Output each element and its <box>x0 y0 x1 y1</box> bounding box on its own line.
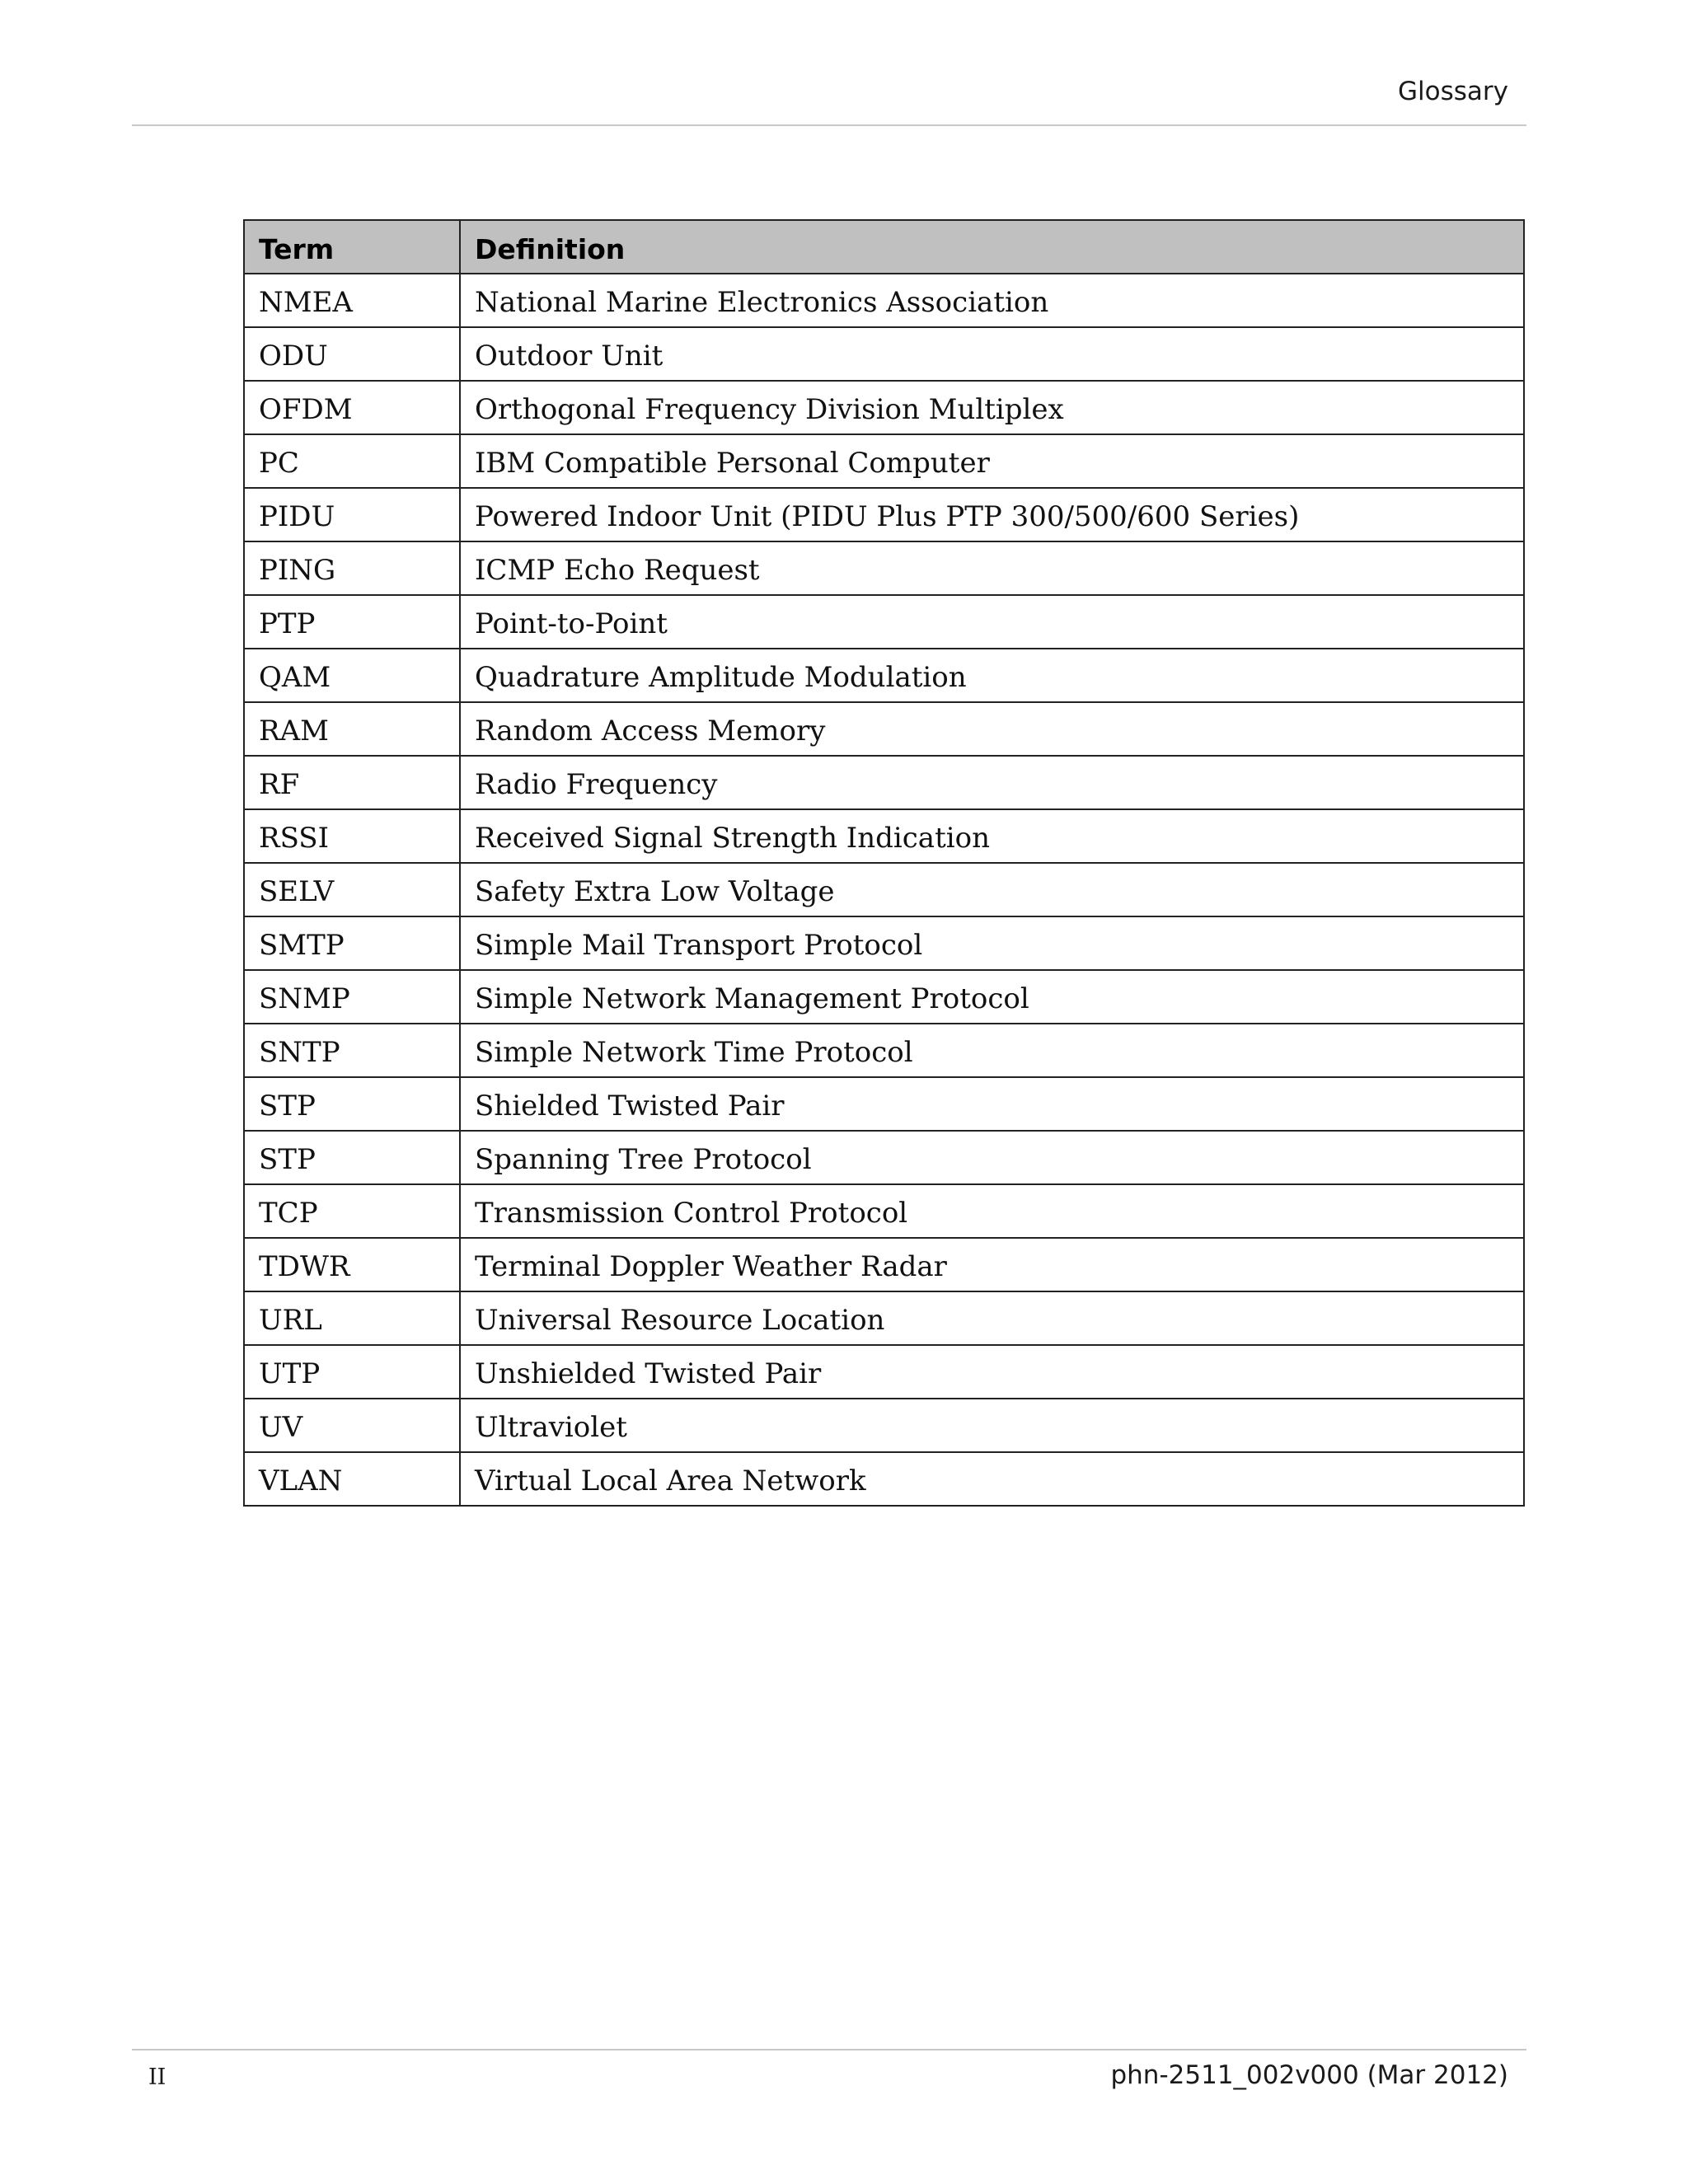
definition-cell: National Marine Electronics Association <box>460 274 1524 327</box>
term-cell: STP <box>244 1077 460 1131</box>
definition-cell: Terminal Doppler Weather Radar <box>460 1238 1524 1291</box>
table-row <box>244 809 1524 863</box>
definition-cell: Simple Network Time Protocol <box>460 1024 1524 1077</box>
definition-cell: Spanning Tree Protocol <box>460 1131 1524 1184</box>
term-cell: QAM <box>244 649 460 702</box>
definition-cell: Quadrature Amplitude Modulation <box>460 649 1524 702</box>
footer-divider <box>132 2049 1526 2050</box>
definition-cell: Orthogonal Frequency Division Multiplex <box>460 381 1524 434</box>
term-cell: RAM <box>244 702 460 756</box>
term-cell: PING <box>244 541 460 595</box>
glossary-table <box>243 219 1525 1507</box>
definition-cell: Virtual Local Area Network <box>460 1452 1524 1506</box>
term-cell: PIDU <box>244 488 460 541</box>
definition-cell: Safety Extra Low Voltage <box>460 863 1524 916</box>
table-row <box>244 702 1524 756</box>
definition-cell: Point-to-Point <box>460 595 1524 649</box>
table-row <box>244 327 1524 381</box>
term-cell: STP <box>244 1131 460 1184</box>
term-cell: SNMP <box>244 970 460 1024</box>
table-row <box>244 1291 1524 1345</box>
table-header-row <box>244 220 1524 274</box>
term-cell: NMEA <box>244 274 460 327</box>
table-row <box>244 916 1524 970</box>
page-number: II <box>148 2064 166 2090</box>
table-row <box>244 756 1524 809</box>
term-cell: UTP <box>244 1345 460 1399</box>
table-row <box>244 1184 1524 1238</box>
definition-cell: Radio Frequency <box>460 756 1524 809</box>
table-row <box>244 595 1524 649</box>
term-cell: URL <box>244 1291 460 1345</box>
table-row <box>244 274 1524 327</box>
document-id: phn-2511_002v000 (Mar 2012) <box>1110 2060 1508 2090</box>
table-row <box>244 649 1524 702</box>
table-row <box>244 970 1524 1024</box>
definition-cell: IBM Compatible Personal Computer <box>460 434 1524 488</box>
table-row <box>244 1399 1524 1452</box>
term-cell: ODU <box>244 327 460 381</box>
definition-cell: Ultraviolet <box>460 1399 1524 1452</box>
definition-cell: ICMP Echo Request <box>460 541 1524 595</box>
table-row <box>244 488 1524 541</box>
definition-cell: Random Access Memory <box>460 702 1524 756</box>
definition-cell: Universal Resource Location <box>460 1291 1524 1345</box>
term-cell: PTP <box>244 595 460 649</box>
term-cell: RF <box>244 756 460 809</box>
term-cell: UV <box>244 1399 460 1452</box>
column-header-term: Term <box>244 220 460 274</box>
page-header-title: Glossary <box>1398 77 1508 106</box>
table-row <box>244 863 1524 916</box>
definition-cell: Simple Network Management Protocol <box>460 970 1524 1024</box>
term-cell: OFDM <box>244 381 460 434</box>
header-divider <box>132 124 1526 126</box>
table-row <box>244 1452 1524 1506</box>
glossary-table-body <box>244 274 1524 1506</box>
definition-cell: Unshielded Twisted Pair <box>460 1345 1524 1399</box>
term-cell: SELV <box>244 863 460 916</box>
term-cell: VLAN <box>244 1452 460 1506</box>
table-row <box>244 1131 1524 1184</box>
definition-cell: Shielded Twisted Pair <box>460 1077 1524 1131</box>
table-row <box>244 1077 1524 1131</box>
definition-cell: Outdoor Unit <box>460 327 1524 381</box>
term-cell: TDWR <box>244 1238 460 1291</box>
table-row <box>244 1238 1524 1291</box>
term-cell: SNTP <box>244 1024 460 1077</box>
definition-cell: Transmission Control Protocol <box>460 1184 1524 1238</box>
definition-cell: Simple Mail Transport Protocol <box>460 916 1524 970</box>
column-header-definition: Definition <box>460 220 1524 274</box>
table-row <box>244 1024 1524 1077</box>
table-row <box>244 381 1524 434</box>
table-row <box>244 1345 1524 1399</box>
definition-cell: Received Signal Strength Indication <box>460 809 1524 863</box>
table-row <box>244 434 1524 488</box>
term-cell: SMTP <box>244 916 460 970</box>
term-cell: TCP <box>244 1184 460 1238</box>
table-row <box>244 541 1524 595</box>
term-cell: PC <box>244 434 460 488</box>
term-cell: RSSI <box>244 809 460 863</box>
definition-cell: Powered Indoor Unit (PIDU Plus PTP 300/500/600 Series) <box>460 488 1524 541</box>
